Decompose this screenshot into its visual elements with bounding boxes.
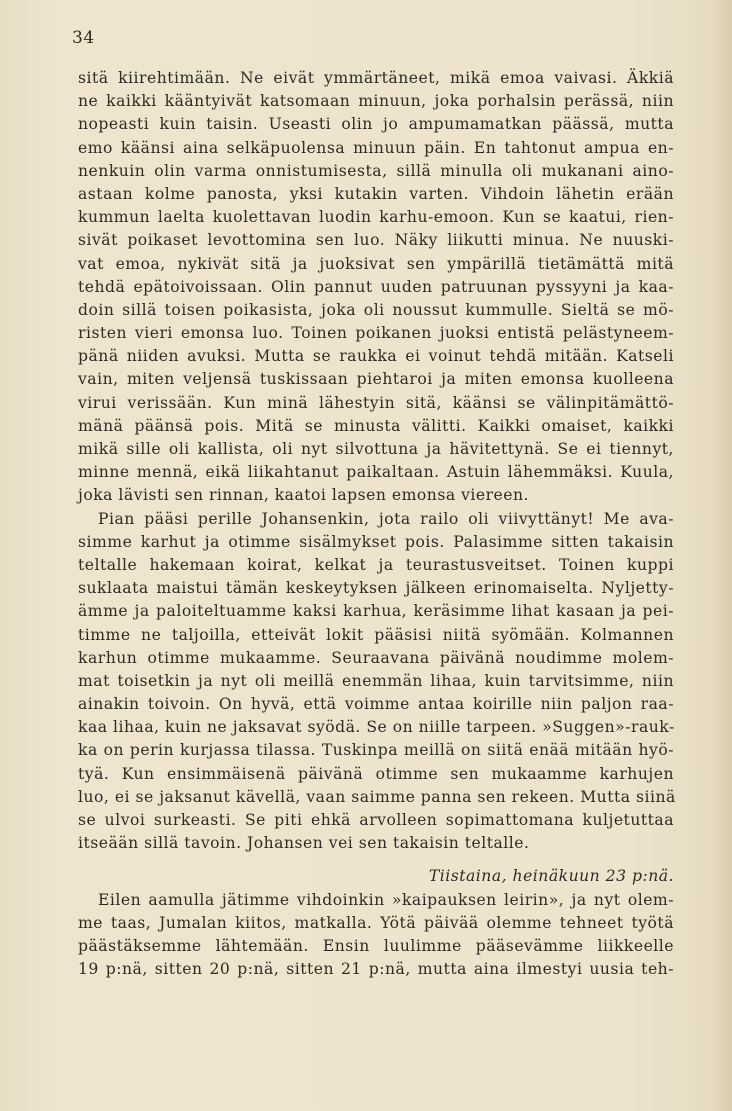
text-line: nenkuin olin varma onnistumisesta, sillä minulla oli mukanani aino- [78, 161, 674, 180]
text-line: ämme ja paloiteltuamme kaksi karhua, keräsimme lihat kasaan ja pei- [78, 602, 674, 621]
text-line: ainakin toivoin. On hyvä, että voimme antaa koirille niin paljon raa- [78, 695, 674, 714]
text-line: karhun otimme mukaamme. Seuraavana päivänä noudimme molem- [78, 648, 674, 667]
text-line: teltalle hakemaan koirat, kelkat ja teurastusveitset. Toinen kuppi [78, 555, 674, 574]
text-line: luo, ei se jaksanut kävellä, vaan saimme panna sen rekeen. Mutta siinä [78, 787, 676, 806]
text-line: vain, miten veljensä tuskissaan piehtaroi ja miten emonsa kuolleena [78, 370, 674, 389]
text-line: ne kaikki kääntyivät katsomaan minuun, joka porhalsin perässä, niin [78, 92, 674, 111]
text-line: tehdä epätoivoissaan. Olin pannut uuden patruunan pyssyyni ja kaa- [78, 277, 674, 296]
text-line: päästäksemme lähtemään. Ensin luulimme pääsevämme liikkeelle [78, 936, 674, 955]
text-line: virui verissään. Kun minä lähestyin sitä, käänsi se välinpitämättö- [78, 393, 674, 412]
text-line: vat emoa, nykivät sitä ja juoksivat sen ympärillä tietämättä mitä [78, 254, 674, 273]
text-line: ka on perin kurjassa tilassa. Tuskinpa meillä on siitä enää mitään hyö- [78, 741, 674, 760]
text-line: kaa lihaa, kuin ne jaksavat syödä. Se on niille tarpeen. »Suggen»-rauk- [78, 718, 675, 737]
text-line: mat toisetkin ja nyt oli meillä enemmän lihaa, kuin tarvitsimme, niin [78, 671, 674, 690]
text-line: emo käänsi aina selkäpuolensa minuun päin. En tahtonut ampua en- [78, 138, 674, 157]
text-line: tyä. Kun ensimmäisenä päivänä otimme sen mukaamme karhujen [78, 764, 674, 783]
text-line: Eilen aamulla jätimme vihdoinkin »kaipauksen leirin», ja nyt olem- [98, 890, 674, 909]
paragraph-2 [78, 508, 674, 856]
text-line: mikä sille oli kallista, oli nyt silvottuna ja hävitettynä. Se ei tiennyt, [78, 440, 674, 458]
text-line: astaan kolme panosta, yksi kutakin varten. Vihdoin lähetin erään [78, 184, 674, 203]
page-number: 34 [72, 28, 95, 48]
text-line: simme karhut ja otimme sisälmykset pois. Palasimme sitten takaisin [78, 532, 674, 551]
text-line: kummun laelta kuolettavan luodin karhu-emoon. Kun se kaatui, rien- [78, 208, 674, 227]
text-line: sivät poikaset levottomina sen luo. Näky liikutti minua. Ne nuuski- [78, 231, 674, 250]
paragraph-1 [78, 67, 674, 508]
text-line: nopeasti kuin taisin. Useasti olin jo ampumamatkan päässä, mutta [78, 115, 674, 134]
paragraph-3 [78, 889, 674, 982]
body-text [78, 67, 674, 981]
text-line: pänä niiden avuksi. Mutta se raukka ei voinut tehdä mitään. Katseli [78, 347, 674, 366]
text-line: timme ne taljoilla, etteivät lokit pääsisi niitä syömään. Kolmannen [78, 625, 674, 644]
text-line: sitä kiirehtimään. Ne eivät ymmärtäneet, mikä emoa vaivasi. Äkkiä [78, 69, 674, 87]
text-line: me taas, Jumalan kiitos, matkalla. Yötä päivää olemme tehneet työtä [78, 913, 674, 932]
text-line: se ulvoi surkeasti. Se piti ehkä arvolleen sopimattomana kuljetuttaa [78, 811, 674, 829]
text-line: risten vieri emonsa luo. Toinen poikanen juoksi entistä pelästyneem- [78, 324, 674, 343]
date-heading: Tiistaina, heinäkuun 23 p:nä. [428, 867, 674, 886]
text-line: doin sillä toisen poikasista, joka oli noussut kummulle. Sieltä se mö- [78, 300, 674, 319]
text-line: suklaata maistui tämän keskeytyksen jälkeen erinomaiselta. Nyljetty- [78, 579, 674, 598]
text-line: minne mennä, eikä liikahtanut paikaltaan. Astuin lähemmäksi. Kuula, [78, 463, 674, 482]
text-line: Pian pääsi perille Johansenkin, jota railo oli viivyttänyt! Me ava- [98, 509, 674, 528]
text-line: 19 p:nä, sitten 20 p:nä, sitten 21 p:nä, mutta aina ilmestyi uusia teh- [78, 960, 674, 979]
text-line: mänä päänsä pois. Mitä se minusta välitti. Kaikki omaiset, kaikki [78, 416, 674, 435]
text-line: itseään sillä tavoin. Johansen vei sen takaisin teltalle. [78, 834, 530, 853]
text-line: joka lävisti sen rinnan, kaatoi lapsen emonsa viereen. [78, 486, 530, 505]
